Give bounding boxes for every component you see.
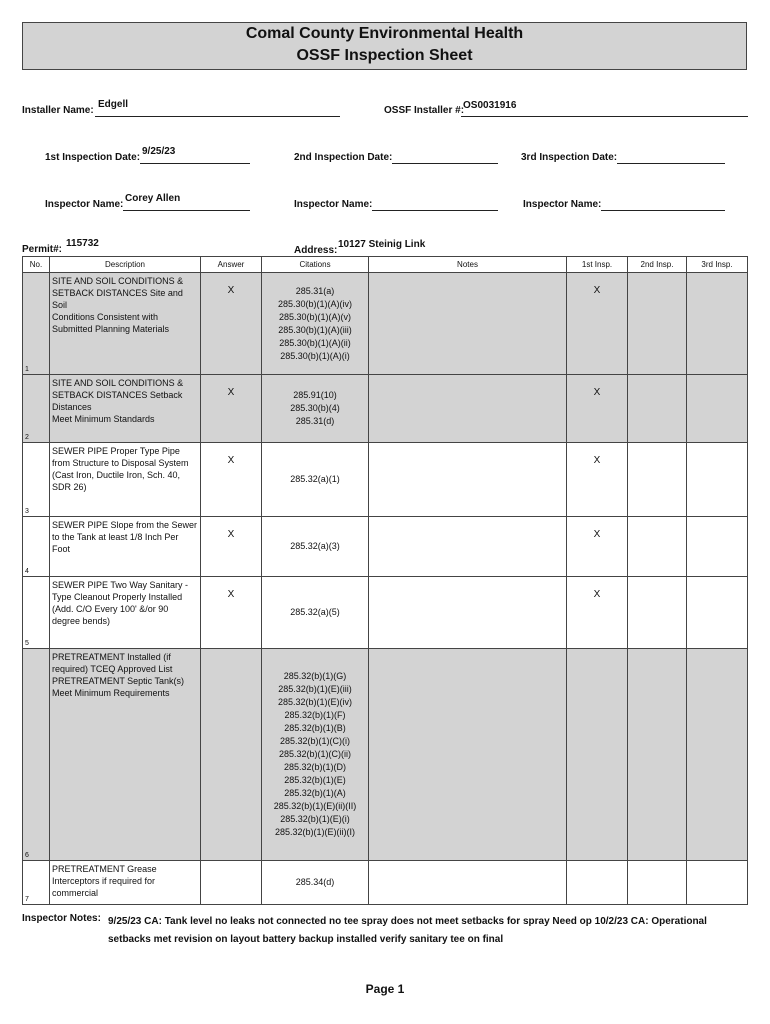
header-notes: Notes: [369, 257, 567, 273]
second-inspection-date-label: 2nd Inspection Date:: [294, 152, 393, 163]
row-first-insp: X: [567, 443, 628, 517]
table-header-row: [23, 257, 748, 273]
row-third-insp: [687, 861, 748, 905]
row-notes: [369, 577, 567, 649]
row-first-insp: X: [567, 375, 628, 443]
row-citations: 285.34(d): [262, 861, 369, 905]
row-description: SEWER PIPE Proper Type Pipe from Structure to Disposal System (Cast Iron, Ductile Iron, Sch. 40, SDR 26): [50, 443, 201, 517]
address-label: Address:: [294, 245, 338, 256]
inspector-notes-text: 9/25/23 CA: Tank level no leaks not connected no tee spray does not meet setbacks for spray Need op 10/2/23 CA: Operational setbacks met revision on layout battery backup installed verify sanitary tee on final: [108, 916, 707, 945]
row-third-insp: [687, 649, 748, 861]
header-description: Description: [50, 257, 201, 273]
row-notes: [369, 649, 567, 861]
row-second-insp: [628, 577, 687, 649]
permit-value: 115732: [66, 238, 99, 249]
row-citations: 285.31(a) 285.30(b)(1)(A)(iv) 285.30(b)(1)(A)(v) 285.30(b)(1)(A)(iii) 285.30(b)(1)(A)(ii) 285.30(b)(1)(A)(i): [262, 273, 369, 375]
row-description: SEWER PIPE Two Way Sanitary - Type Cleanout Properly Installed (Add. C/O Every 100' &/or 90 degree bends): [50, 577, 201, 649]
third-inspector-name-line: [601, 210, 725, 211]
row-answer: [201, 861, 262, 905]
row-notes: [369, 443, 567, 517]
row-third-insp: [687, 577, 748, 649]
title-line-1: Comal County Environmental Health: [245, 25, 524, 42]
row-third-insp: [687, 375, 748, 443]
table-row: [23, 649, 748, 861]
row-number: 7: [23, 861, 50, 905]
row-description: SEWER PIPE Slope from the Sewer to the Tank at least 1/8 Inch Per Foot: [50, 517, 201, 577]
row-number: 5: [23, 577, 50, 649]
table-row: [23, 517, 748, 577]
header-first-insp: 1st Insp.: [567, 257, 628, 273]
inspector-notes-label: Inspector Notes:: [22, 913, 101, 924]
permit-label: Permit#:: [22, 244, 63, 255]
header-answer: Answer: [201, 257, 262, 273]
row-third-insp: [687, 517, 748, 577]
page-number: Page 1: [365, 982, 405, 996]
title-line-2: OSSF Inspection Sheet: [296, 47, 473, 64]
row-second-insp: [628, 649, 687, 861]
row-citations: 285.32(a)(3): [262, 517, 369, 577]
second-inspector-name-label: Inspector Name:: [294, 199, 373, 210]
first-inspector-name-value: Corey Allen: [125, 193, 181, 204]
third-inspection-date-label: 3rd Inspection Date:: [521, 152, 618, 163]
first-inspection-date-value: 9/25/23: [142, 146, 176, 157]
row-third-insp: [687, 273, 748, 375]
row-notes: [369, 861, 567, 905]
row-number: 1: [23, 273, 50, 375]
first-inspector-name-label: Inspector Name:: [45, 199, 124, 210]
row-description: SITE AND SOIL CONDITIONS & SETBACK DISTANCES Setback Distances Meet Minimum Standards: [50, 375, 201, 443]
row-notes: [369, 517, 567, 577]
installer-name-value: Edgell: [98, 99, 129, 110]
first-inspection-date-label: 1st Inspection Date:: [45, 152, 141, 163]
row-answer: X: [201, 273, 262, 375]
row-second-insp: [628, 273, 687, 375]
table-row: [23, 577, 748, 649]
row-description: SITE AND SOIL CONDITIONS & SETBACK DISTANCES Site and Soil Conditions Consistent with Submitted Planning Materials: [50, 273, 201, 375]
row-description: PRETREATMENT Installed (if required) TCEQ Approved List PRETREATMENT Septic Tank(s) Meet Minimum Requirements: [50, 649, 201, 861]
table-row: [23, 375, 748, 443]
header-citations: Citations: [262, 257, 369, 273]
third-inspection-date-line: [617, 163, 725, 164]
installer-number-value: OS0031916: [463, 100, 517, 111]
row-number: 3: [23, 443, 50, 517]
table-row: [23, 273, 748, 375]
row-second-insp: [628, 443, 687, 517]
row-answer: X: [201, 577, 262, 649]
row-answer: X: [201, 517, 262, 577]
row-first-insp: X: [567, 273, 628, 375]
installer-number-line: [461, 116, 748, 117]
header-second-insp: 2nd Insp.: [628, 257, 687, 273]
row-notes: [369, 273, 567, 375]
row-first-insp: X: [567, 517, 628, 577]
row-citations: 285.91(10) 285.30(b)(4) 285.31(d): [262, 375, 369, 443]
row-second-insp: [628, 861, 687, 905]
third-inspector-name-label: Inspector Name:: [523, 199, 602, 210]
header-no: No.: [23, 257, 50, 273]
row-number: 2: [23, 375, 50, 443]
address-value: 10127 Steinig Link: [338, 239, 426, 250]
first-inspector-name-line: [123, 210, 250, 211]
second-inspector-name-line: [372, 210, 498, 211]
row-first-insp: [567, 649, 628, 861]
installer-name-label: Installer Name:: [22, 105, 94, 116]
row-number: 4: [23, 517, 50, 577]
row-first-insp: X: [567, 577, 628, 649]
title-box: [22, 22, 747, 70]
row-number: 6: [23, 649, 50, 861]
row-citations: 285.32(a)(5): [262, 577, 369, 649]
row-citations: 285.32(b)(1)(G) 285.32(b)(1)(E)(iii) 285.32(b)(1)(E)(iv) 285.32(b)(1)(F) 285.32(b)(1)(B) 285.32(b)(1)(C)(i) 285.32(b)(1)(C)(ii) 285.32(b)(1)(D) 285.32(b)(1)(E) 285.32(b)(1)(A) 285.32(b)(1)(E)(ii)(II) 285.32(b)(1)(E)(i) 285.32(b)(1)(E)(ii)(I): [262, 649, 369, 861]
row-second-insp: [628, 375, 687, 443]
row-description: PRETREATMENT Grease Interceptors if required for commercial: [50, 861, 201, 905]
table-row: [23, 443, 748, 517]
installer-number-label: OSSF Installer #:: [384, 105, 465, 116]
inspection-table: [22, 256, 748, 905]
row-citations: 285.32(a)(1): [262, 443, 369, 517]
second-inspection-date-line: [392, 163, 498, 164]
row-answer: X: [201, 375, 262, 443]
row-second-insp: [628, 517, 687, 577]
row-first-insp: [567, 861, 628, 905]
first-inspection-date-line: [140, 163, 250, 164]
row-answer: X: [201, 443, 262, 517]
header-third-insp: 3rd Insp.: [687, 257, 748, 273]
row-notes: [369, 375, 567, 443]
table-row: [23, 861, 748, 905]
installer-name-line: [95, 116, 340, 117]
row-third-insp: [687, 443, 748, 517]
row-answer: [201, 649, 262, 861]
